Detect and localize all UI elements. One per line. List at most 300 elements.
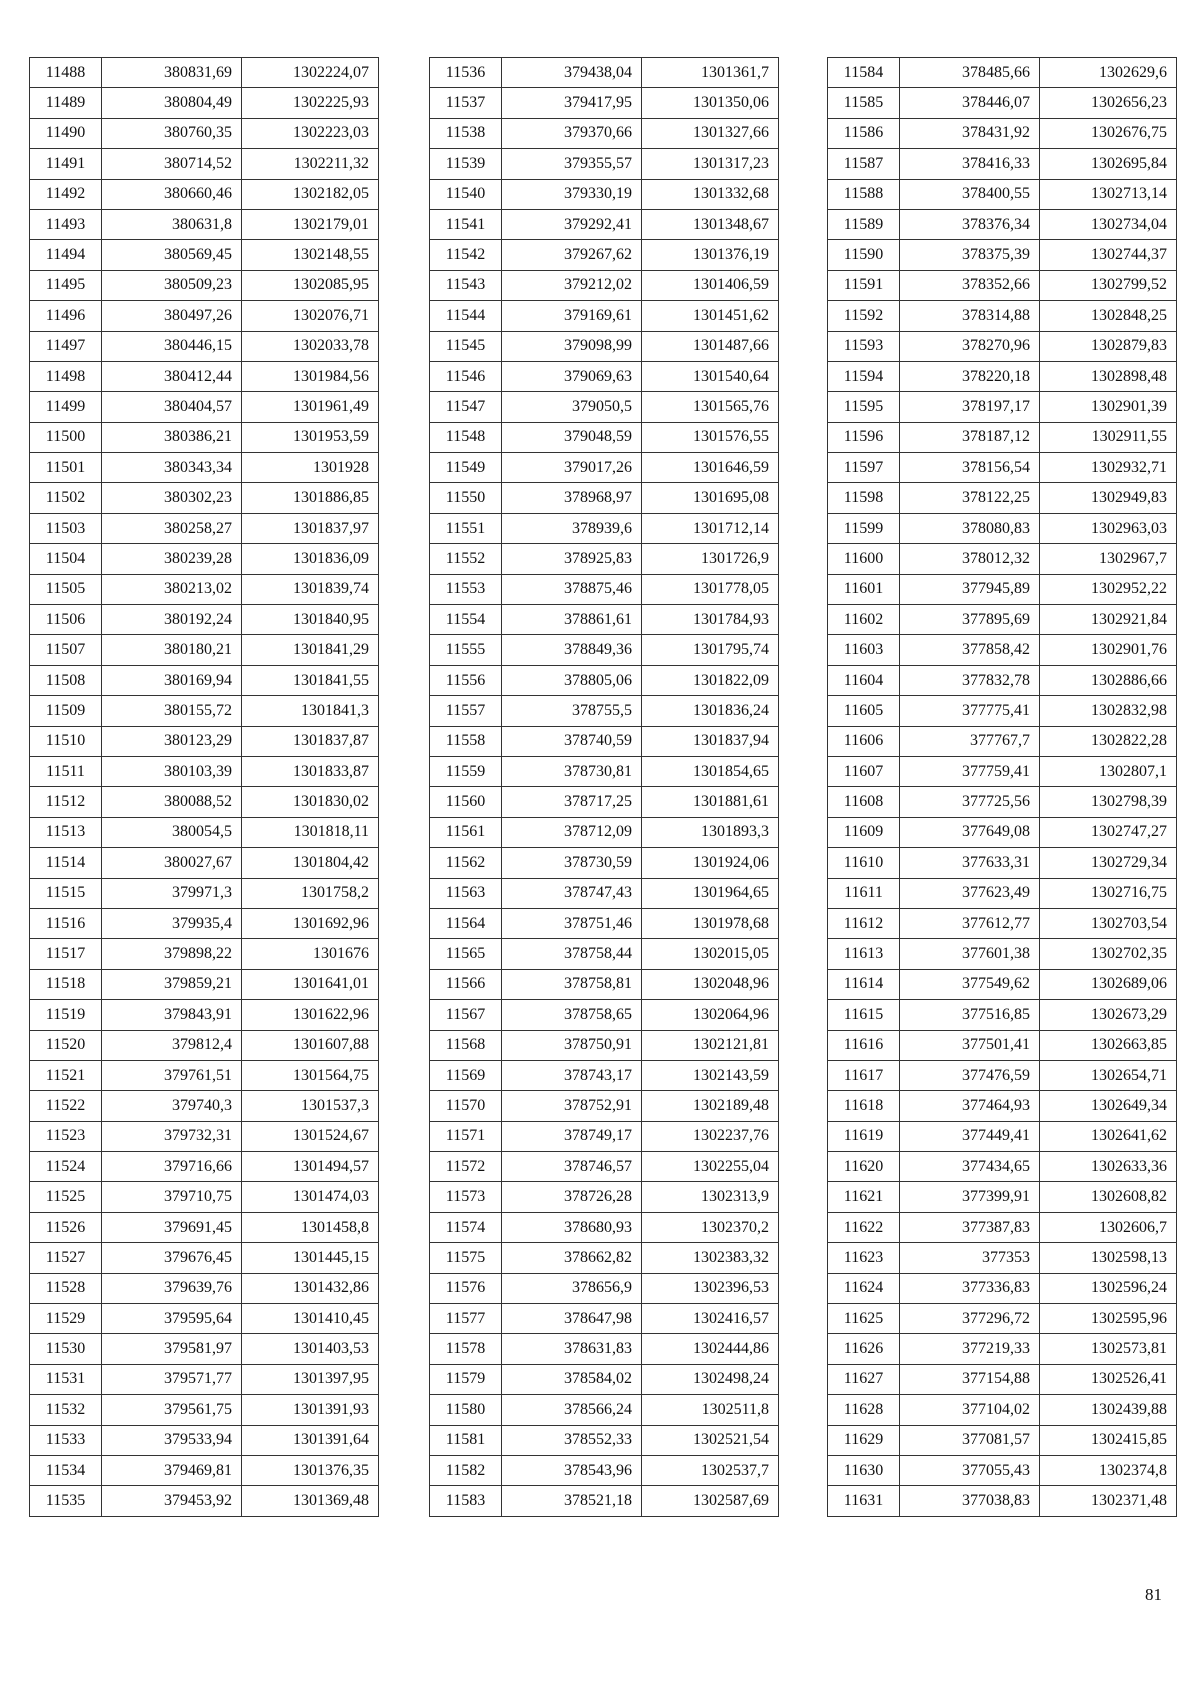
x-coordinate-cell: 378485,66 — [900, 58, 1040, 88]
table-row — [430, 513, 779, 543]
point-number-cell: 11619 — [828, 1121, 900, 1151]
y-coordinate-cell: 1301854,65 — [642, 756, 779, 786]
table-row — [430, 1091, 779, 1121]
point-number-cell: 11602 — [828, 605, 900, 635]
y-coordinate-cell: 1301641,01 — [242, 969, 379, 999]
table-row — [828, 939, 1177, 969]
table-row — [30, 544, 379, 574]
point-number-cell: 11510 — [30, 726, 102, 756]
point-number-cell: 11594 — [828, 361, 900, 391]
point-number-cell: 11554 — [430, 605, 502, 635]
point-number-cell: 11567 — [430, 1000, 502, 1030]
point-number-cell: 11611 — [828, 878, 900, 908]
x-coordinate-cell: 378743,17 — [502, 1060, 642, 1090]
y-coordinate-cell: 1302444,86 — [642, 1334, 779, 1364]
x-coordinate-cell: 377104,02 — [900, 1395, 1040, 1425]
x-coordinate-cell: 378805,06 — [502, 665, 642, 695]
table-row — [30, 1425, 379, 1455]
y-coordinate-cell: 1301391,64 — [242, 1425, 379, 1455]
point-number-cell: 11600 — [828, 544, 900, 574]
table-row — [828, 635, 1177, 665]
point-number-cell: 11576 — [430, 1273, 502, 1303]
x-coordinate-cell: 380239,28 — [102, 544, 242, 574]
point-number-cell: 11622 — [828, 1212, 900, 1242]
point-number-cell: 11490 — [30, 118, 102, 148]
point-number-cell: 11537 — [430, 88, 502, 118]
x-coordinate-cell: 378656,9 — [502, 1273, 642, 1303]
table-row — [430, 817, 779, 847]
table-row — [828, 58, 1177, 88]
table-row — [30, 58, 379, 88]
x-coordinate-cell: 379732,31 — [102, 1121, 242, 1151]
table-row — [430, 361, 779, 391]
point-number-cell: 11552 — [430, 544, 502, 574]
x-coordinate-cell: 377858,42 — [900, 635, 1040, 665]
y-coordinate-cell: 1302689,06 — [1040, 969, 1177, 999]
y-coordinate-cell: 1301886,85 — [242, 483, 379, 513]
x-coordinate-cell: 378314,88 — [900, 301, 1040, 331]
x-coordinate-cell: 380569,45 — [102, 240, 242, 270]
table-row — [430, 1486, 779, 1516]
point-number-cell: 11553 — [430, 574, 502, 604]
y-coordinate-cell: 1302511,8 — [642, 1395, 779, 1425]
x-coordinate-cell: 377759,41 — [900, 756, 1040, 786]
x-coordinate-cell: 379971,3 — [102, 878, 242, 908]
x-coordinate-cell: 378712,09 — [502, 817, 642, 847]
point-number-cell: 11527 — [30, 1243, 102, 1273]
x-coordinate-cell: 380446,15 — [102, 331, 242, 361]
table-row — [828, 118, 1177, 148]
point-number-cell: 11627 — [828, 1364, 900, 1394]
point-number-cell: 11546 — [430, 361, 502, 391]
point-number-cell: 11621 — [828, 1182, 900, 1212]
point-number-cell: 11529 — [30, 1304, 102, 1334]
x-coordinate-cell: 377601,38 — [900, 939, 1040, 969]
x-coordinate-cell: 378012,32 — [900, 544, 1040, 574]
point-number-cell: 11563 — [430, 878, 502, 908]
table-row — [828, 1060, 1177, 1090]
x-coordinate-cell: 378122,25 — [900, 483, 1040, 513]
point-number-cell: 11583 — [430, 1486, 502, 1516]
table-row — [828, 1273, 1177, 1303]
table-row — [430, 149, 779, 179]
table-row — [828, 209, 1177, 239]
point-number-cell: 11630 — [828, 1455, 900, 1485]
table-row — [828, 1152, 1177, 1182]
table-row — [430, 422, 779, 452]
y-coordinate-cell: 1301841,29 — [242, 635, 379, 665]
x-coordinate-cell: 378662,82 — [502, 1243, 642, 1273]
table-row — [430, 1060, 779, 1090]
point-number-cell: 11502 — [30, 483, 102, 513]
y-coordinate-cell: 1302901,76 — [1040, 635, 1177, 665]
point-number-cell: 11520 — [30, 1030, 102, 1060]
y-coordinate-cell: 1301928 — [242, 453, 379, 483]
point-number-cell: 11524 — [30, 1152, 102, 1182]
table-row — [430, 1212, 779, 1242]
point-number-cell: 11585 — [828, 88, 900, 118]
point-number-cell: 11506 — [30, 605, 102, 635]
x-coordinate-cell: 377399,91 — [900, 1182, 1040, 1212]
y-coordinate-cell: 1301893,3 — [642, 817, 779, 847]
point-number-cell: 11608 — [828, 787, 900, 817]
x-coordinate-cell: 378751,46 — [502, 908, 642, 938]
table-row — [430, 756, 779, 786]
y-coordinate-cell: 1302676,75 — [1040, 118, 1177, 148]
table-row — [30, 1060, 379, 1090]
point-number-cell: 11598 — [828, 483, 900, 513]
y-coordinate-cell: 1301369,48 — [242, 1486, 379, 1516]
point-number-cell: 11522 — [30, 1091, 102, 1121]
point-number-cell: 11562 — [430, 848, 502, 878]
x-coordinate-cell: 378647,98 — [502, 1304, 642, 1334]
y-coordinate-cell: 1301833,87 — [242, 756, 379, 786]
x-coordinate-cell: 377296,72 — [900, 1304, 1040, 1334]
table-row — [828, 1304, 1177, 1334]
table-row — [30, 635, 379, 665]
point-number-cell: 11538 — [430, 118, 502, 148]
y-coordinate-cell: 1302537,7 — [642, 1455, 779, 1485]
x-coordinate-cell: 378416,33 — [900, 149, 1040, 179]
x-coordinate-cell: 380760,35 — [102, 118, 242, 148]
x-coordinate-cell: 379370,66 — [502, 118, 642, 148]
x-coordinate-cell: 380714,52 — [102, 149, 242, 179]
point-number-cell: 11597 — [828, 453, 900, 483]
point-number-cell: 11593 — [828, 331, 900, 361]
x-coordinate-cell: 380804,49 — [102, 88, 242, 118]
y-coordinate-cell: 1301804,42 — [242, 848, 379, 878]
table-row — [828, 1334, 1177, 1364]
y-coordinate-cell: 1301361,7 — [642, 58, 779, 88]
x-coordinate-cell: 378376,34 — [900, 209, 1040, 239]
point-number-cell: 11507 — [30, 635, 102, 665]
x-coordinate-cell: 377219,33 — [900, 1334, 1040, 1364]
x-coordinate-cell: 380103,39 — [102, 756, 242, 786]
y-coordinate-cell: 1302255,04 — [642, 1152, 779, 1182]
y-coordinate-cell: 1302807,1 — [1040, 756, 1177, 786]
x-coordinate-cell: 379212,02 — [502, 270, 642, 300]
x-coordinate-cell: 377353 — [900, 1243, 1040, 1273]
table-row — [30, 240, 379, 270]
y-coordinate-cell: 1302143,59 — [642, 1060, 779, 1090]
table-row — [430, 1000, 779, 1030]
x-coordinate-cell: 379639,76 — [102, 1273, 242, 1303]
x-coordinate-cell: 377649,08 — [900, 817, 1040, 847]
point-number-cell: 11558 — [430, 726, 502, 756]
y-coordinate-cell: 1302182,05 — [242, 179, 379, 209]
x-coordinate-cell: 379469,81 — [102, 1455, 242, 1485]
x-coordinate-cell: 378747,43 — [502, 878, 642, 908]
table-row — [30, 574, 379, 604]
point-number-cell: 11551 — [430, 513, 502, 543]
x-coordinate-cell: 379453,92 — [102, 1486, 242, 1516]
x-coordinate-cell: 380180,21 — [102, 635, 242, 665]
y-coordinate-cell: 1302596,24 — [1040, 1273, 1177, 1303]
y-coordinate-cell: 1302076,71 — [242, 301, 379, 331]
x-coordinate-cell: 379935,4 — [102, 908, 242, 938]
point-number-cell: 11614 — [828, 969, 900, 999]
y-coordinate-cell: 1302921,84 — [1040, 605, 1177, 635]
y-coordinate-cell: 1301646,59 — [642, 453, 779, 483]
table-row — [430, 58, 779, 88]
point-number-cell: 11616 — [828, 1030, 900, 1060]
x-coordinate-cell: 379843,91 — [102, 1000, 242, 1030]
table-row — [828, 179, 1177, 209]
y-coordinate-cell: 1302374,8 — [1040, 1455, 1177, 1485]
table-row — [430, 118, 779, 148]
table-row — [430, 544, 779, 574]
y-coordinate-cell: 1302967,7 — [1040, 544, 1177, 574]
x-coordinate-cell: 378566,24 — [502, 1395, 642, 1425]
table-row — [430, 939, 779, 969]
point-number-cell: 11533 — [30, 1425, 102, 1455]
table-row — [430, 1425, 779, 1455]
x-coordinate-cell: 378400,55 — [900, 179, 1040, 209]
point-number-cell: 11575 — [430, 1243, 502, 1273]
x-coordinate-cell: 380631,8 — [102, 209, 242, 239]
y-coordinate-cell: 1301795,74 — [642, 635, 779, 665]
y-coordinate-cell: 1302148,55 — [242, 240, 379, 270]
x-coordinate-cell: 378758,65 — [502, 1000, 642, 1030]
x-coordinate-cell: 379533,94 — [102, 1425, 242, 1455]
point-number-cell: 11540 — [430, 179, 502, 209]
point-number-cell: 11488 — [30, 58, 102, 88]
y-coordinate-cell: 1302911,55 — [1040, 422, 1177, 452]
table-row — [30, 1455, 379, 1485]
y-coordinate-cell: 1302932,71 — [1040, 453, 1177, 483]
x-coordinate-cell: 377055,43 — [900, 1455, 1040, 1485]
point-number-cell: 11559 — [430, 756, 502, 786]
point-number-cell: 11503 — [30, 513, 102, 543]
point-number-cell: 11508 — [30, 665, 102, 695]
point-number-cell: 11579 — [430, 1364, 502, 1394]
point-number-cell: 11626 — [828, 1334, 900, 1364]
table-row — [30, 453, 379, 483]
point-number-cell: 11548 — [430, 422, 502, 452]
table-row — [30, 422, 379, 452]
point-number-cell: 11615 — [828, 1000, 900, 1030]
point-number-cell: 11500 — [30, 422, 102, 452]
y-coordinate-cell: 1301978,68 — [642, 908, 779, 938]
table-row — [30, 1486, 379, 1516]
x-coordinate-cell: 378431,92 — [900, 118, 1040, 148]
y-coordinate-cell: 1302673,29 — [1040, 1000, 1177, 1030]
x-coordinate-cell: 377516,85 — [900, 1000, 1040, 1030]
x-coordinate-cell: 380412,44 — [102, 361, 242, 391]
y-coordinate-cell: 1302963,03 — [1040, 513, 1177, 543]
table-row — [30, 361, 379, 391]
y-coordinate-cell: 1301397,95 — [242, 1364, 379, 1394]
table-row — [828, 544, 1177, 574]
table-row — [828, 422, 1177, 452]
x-coordinate-cell: 380088,52 — [102, 787, 242, 817]
y-coordinate-cell: 1301332,68 — [642, 179, 779, 209]
table-row — [30, 1091, 379, 1121]
y-coordinate-cell: 1301458,8 — [242, 1212, 379, 1242]
y-coordinate-cell: 1302189,48 — [642, 1091, 779, 1121]
y-coordinate-cell: 1302015,05 — [642, 939, 779, 969]
x-coordinate-cell: 378197,17 — [900, 392, 1040, 422]
y-coordinate-cell: 1301841,55 — [242, 665, 379, 695]
point-number-cell: 11542 — [430, 240, 502, 270]
table-row — [430, 574, 779, 604]
y-coordinate-cell: 1301881,61 — [642, 787, 779, 817]
x-coordinate-cell: 379571,77 — [102, 1364, 242, 1394]
table-row — [828, 817, 1177, 847]
table-row — [828, 574, 1177, 604]
x-coordinate-cell: 378758,44 — [502, 939, 642, 969]
y-coordinate-cell: 1302695,84 — [1040, 149, 1177, 179]
table-row — [30, 179, 379, 209]
table-row — [828, 756, 1177, 786]
table-row — [430, 665, 779, 695]
y-coordinate-cell: 1302370,2 — [642, 1212, 779, 1242]
x-coordinate-cell: 378156,54 — [900, 453, 1040, 483]
y-coordinate-cell: 1301391,93 — [242, 1395, 379, 1425]
table-row — [828, 665, 1177, 695]
x-coordinate-cell: 380831,69 — [102, 58, 242, 88]
x-coordinate-cell: 379595,64 — [102, 1304, 242, 1334]
point-number-cell: 11573 — [430, 1182, 502, 1212]
point-number-cell: 11584 — [828, 58, 900, 88]
point-number-cell: 11601 — [828, 574, 900, 604]
point-number-cell: 11516 — [30, 908, 102, 938]
table-row — [828, 1000, 1177, 1030]
point-number-cell: 11586 — [828, 118, 900, 148]
y-coordinate-cell: 1301376,35 — [242, 1455, 379, 1485]
y-coordinate-cell: 1301830,02 — [242, 787, 379, 817]
x-coordinate-cell: 378631,83 — [502, 1334, 642, 1364]
y-coordinate-cell: 1302734,04 — [1040, 209, 1177, 239]
x-coordinate-cell: 377081,57 — [900, 1425, 1040, 1455]
y-coordinate-cell: 1302224,07 — [242, 58, 379, 88]
point-number-cell: 11544 — [430, 301, 502, 331]
x-coordinate-cell: 379048,59 — [502, 422, 642, 452]
table-row — [430, 1243, 779, 1273]
table-row — [828, 270, 1177, 300]
point-number-cell: 11498 — [30, 361, 102, 391]
point-number-cell: 11526 — [30, 1212, 102, 1242]
x-coordinate-cell: 379561,75 — [102, 1395, 242, 1425]
table-row — [828, 1121, 1177, 1151]
point-number-cell: 11577 — [430, 1304, 502, 1334]
y-coordinate-cell: 1302822,28 — [1040, 726, 1177, 756]
table-row — [30, 1212, 379, 1242]
table-row — [430, 1121, 779, 1151]
x-coordinate-cell: 380169,94 — [102, 665, 242, 695]
x-coordinate-cell: 379267,62 — [502, 240, 642, 270]
x-coordinate-cell: 380404,57 — [102, 392, 242, 422]
x-coordinate-cell: 377038,83 — [900, 1486, 1040, 1516]
x-coordinate-cell: 378968,97 — [502, 483, 642, 513]
point-number-cell: 11519 — [30, 1000, 102, 1030]
table-row — [30, 1243, 379, 1273]
point-number-cell: 11568 — [430, 1030, 502, 1060]
point-number-cell: 11617 — [828, 1060, 900, 1090]
x-coordinate-cell: 378080,83 — [900, 513, 1040, 543]
table-row — [828, 1425, 1177, 1455]
point-number-cell: 11612 — [828, 908, 900, 938]
point-number-cell: 11513 — [30, 817, 102, 847]
point-number-cell: 11565 — [430, 939, 502, 969]
point-number-cell: 11618 — [828, 1091, 900, 1121]
x-coordinate-cell: 378755,5 — [502, 696, 642, 726]
table-row — [828, 969, 1177, 999]
y-coordinate-cell: 1302396,53 — [642, 1273, 779, 1303]
point-number-cell: 11492 — [30, 179, 102, 209]
x-coordinate-cell: 379330,19 — [502, 179, 642, 209]
y-coordinate-cell: 1301576,55 — [642, 422, 779, 452]
table-row — [430, 848, 779, 878]
point-number-cell: 11580 — [430, 1395, 502, 1425]
x-coordinate-cell: 378730,59 — [502, 848, 642, 878]
y-coordinate-cell: 1302798,39 — [1040, 787, 1177, 817]
table-row — [430, 1364, 779, 1394]
y-coordinate-cell: 1302033,78 — [242, 331, 379, 361]
point-number-cell: 11595 — [828, 392, 900, 422]
y-coordinate-cell: 1301837,97 — [242, 513, 379, 543]
table-row — [30, 817, 379, 847]
table-row — [430, 453, 779, 483]
point-number-cell: 11499 — [30, 392, 102, 422]
table-row — [430, 605, 779, 635]
x-coordinate-cell: 379098,99 — [502, 331, 642, 361]
y-coordinate-cell: 1301474,03 — [242, 1182, 379, 1212]
coordinate-table-2 — [429, 57, 779, 1517]
table-row — [430, 969, 779, 999]
x-coordinate-cell: 379355,57 — [502, 149, 642, 179]
table-row — [30, 1395, 379, 1425]
x-coordinate-cell: 378584,02 — [502, 1364, 642, 1394]
y-coordinate-cell: 1301836,09 — [242, 544, 379, 574]
x-coordinate-cell: 377154,88 — [900, 1364, 1040, 1394]
table-row — [828, 483, 1177, 513]
table-row — [30, 756, 379, 786]
y-coordinate-cell: 1301376,19 — [642, 240, 779, 270]
x-coordinate-cell: 379581,97 — [102, 1334, 242, 1364]
table-row — [828, 848, 1177, 878]
table-row — [30, 665, 379, 695]
x-coordinate-cell: 379691,45 — [102, 1212, 242, 1242]
table-row — [430, 240, 779, 270]
point-number-cell: 11555 — [430, 635, 502, 665]
y-coordinate-cell: 1302629,6 — [1040, 58, 1177, 88]
point-number-cell: 11610 — [828, 848, 900, 878]
table-row — [30, 878, 379, 908]
x-coordinate-cell: 379438,04 — [502, 58, 642, 88]
y-coordinate-cell: 1301984,56 — [242, 361, 379, 391]
point-number-cell: 11609 — [828, 817, 900, 847]
y-coordinate-cell: 1302952,22 — [1040, 574, 1177, 604]
point-number-cell: 11571 — [430, 1121, 502, 1151]
y-coordinate-cell: 1302832,98 — [1040, 696, 1177, 726]
x-coordinate-cell: 378861,61 — [502, 605, 642, 635]
y-coordinate-cell: 1301487,66 — [642, 331, 779, 361]
x-coordinate-cell: 380386,21 — [102, 422, 242, 452]
point-number-cell: 11604 — [828, 665, 900, 695]
y-coordinate-cell: 1302654,71 — [1040, 1060, 1177, 1090]
point-number-cell: 11528 — [30, 1273, 102, 1303]
point-number-cell: 11560 — [430, 787, 502, 817]
point-number-cell: 11545 — [430, 331, 502, 361]
x-coordinate-cell: 378521,18 — [502, 1486, 642, 1516]
table-row — [30, 209, 379, 239]
y-coordinate-cell: 1301784,93 — [642, 605, 779, 635]
x-coordinate-cell: 380302,23 — [102, 483, 242, 513]
table-row — [828, 605, 1177, 635]
point-number-cell: 11588 — [828, 179, 900, 209]
table-row — [828, 513, 1177, 543]
